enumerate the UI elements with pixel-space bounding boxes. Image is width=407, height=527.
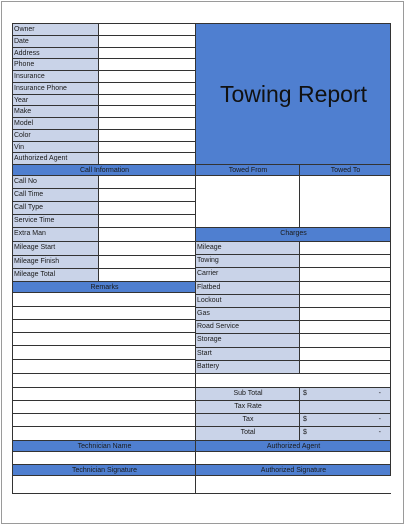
owner-field-label: Make: [13, 106, 99, 118]
owner-field-input[interactable]: [99, 83, 196, 95]
owner-field-input[interactable]: [99, 118, 196, 130]
remarks-line[interactable]: [13, 401, 196, 414]
call-field-label: Mileage Finish: [13, 256, 99, 269]
owner-field-input[interactable]: [99, 48, 196, 59]
call-field-input[interactable]: [99, 189, 196, 202]
call-field-label: Mileage Total: [13, 269, 99, 282]
totals-value[interactable]: [300, 414, 391, 427]
charge-item-input[interactable]: [300, 242, 391, 255]
owner-field-input[interactable]: [99, 95, 196, 106]
charge-item-label: Carrier: [196, 268, 300, 282]
amount-dash: -: [378, 390, 381, 397]
owner-field-label: Owner: [13, 24, 99, 36]
remarks-line[interactable]: [13, 388, 196, 401]
call-field-input[interactable]: [99, 202, 196, 215]
call-field-label: Extra Man: [13, 228, 99, 242]
currency-symbol: $: [303, 390, 307, 397]
technician-name-field[interactable]: [13, 452, 196, 465]
charges-blank-row: [196, 374, 391, 388]
totals-value[interactable]: [300, 427, 391, 441]
amount-dash: -: [378, 416, 381, 423]
owner-field-label: Year: [13, 95, 99, 106]
owner-field-label: Insurance Phone: [13, 83, 99, 95]
call-field-label: Call Type: [13, 202, 99, 215]
call-field-input[interactable]: [99, 256, 196, 269]
charge-item-label: Gas: [196, 308, 300, 321]
remarks-line[interactable]: [13, 374, 196, 388]
totals-value[interactable]: [300, 388, 391, 401]
call-field-label: Service Time: [13, 215, 99, 228]
technician-name-header: Technician Name: [13, 441, 196, 452]
towed-to-field[interactable]: [300, 176, 391, 228]
call-field-input[interactable]: [99, 215, 196, 228]
towed-to-header: Towed To: [300, 165, 391, 176]
owner-field-input[interactable]: [99, 71, 196, 83]
title-box: [196, 24, 391, 165]
call-field-label: Call Time: [13, 189, 99, 202]
remarks-line[interactable]: [13, 427, 196, 441]
call-field-input[interactable]: [99, 242, 196, 256]
technician-signature-field[interactable]: [13, 476, 196, 493]
owner-field-label: Color: [13, 130, 99, 142]
owner-field-input[interactable]: [99, 153, 196, 165]
owner-field-input[interactable]: [99, 130, 196, 142]
charge-item-label: Flatbed: [196, 282, 300, 295]
remarks-line[interactable]: [13, 360, 196, 374]
owner-field-label: Address: [13, 48, 99, 59]
owner-field-label: Insurance: [13, 71, 99, 83]
call-field-label: Mileage Start: [13, 242, 99, 256]
call-field-input[interactable]: [99, 176, 196, 189]
totals-label: Total: [196, 427, 300, 441]
charge-item-input[interactable]: [300, 282, 391, 295]
owner-field-input[interactable]: [99, 142, 196, 153]
call-field-input[interactable]: [99, 228, 196, 242]
report-title: Towing Report: [219, 80, 368, 107]
totals-label: Tax: [196, 414, 300, 427]
owner-field-label: Vin: [13, 142, 99, 153]
remarks-line[interactable]: [13, 414, 196, 427]
charge-item-label: Start: [196, 348, 300, 361]
call-field-input[interactable]: [99, 269, 196, 282]
towed-from-field[interactable]: [196, 176, 300, 228]
totals-label: Sub Total: [196, 388, 300, 401]
charge-item-label: Battery: [196, 361, 300, 374]
towing-report-form: [12, 23, 391, 494]
call-field-label: Call No: [13, 176, 99, 189]
charge-item-input[interactable]: [300, 295, 391, 308]
charge-item-label: Storage: [196, 334, 300, 348]
currency-symbol: $: [303, 429, 307, 436]
remarks-header: Remarks: [13, 282, 196, 293]
remarks-line[interactable]: [13, 307, 196, 320]
charge-item-input[interactable]: [300, 255, 391, 268]
totals-label: Tax Rate: [196, 401, 300, 414]
charge-item-label: Road Service: [196, 321, 300, 334]
charge-item-input[interactable]: [300, 334, 391, 348]
owner-field-input[interactable]: [99, 24, 196, 36]
owner-field-label: Authorized Agent: [13, 153, 99, 165]
remarks-line[interactable]: [13, 333, 196, 346]
charges-header: Charges: [196, 228, 391, 242]
charge-item-input[interactable]: [300, 268, 391, 282]
charge-item-input[interactable]: [300, 321, 391, 334]
authorized-agent-field[interactable]: [196, 452, 391, 465]
charge-item-input[interactable]: [300, 308, 391, 321]
charge-item-input[interactable]: [300, 361, 391, 374]
charge-item-label: Lockout: [196, 295, 300, 308]
owner-field-label: Model: [13, 118, 99, 130]
owner-field-input[interactable]: [99, 59, 196, 71]
call-information-header: Call Information: [13, 165, 196, 176]
remarks-line[interactable]: [13, 320, 196, 333]
charge-item-input[interactable]: [300, 348, 391, 361]
owner-field-input[interactable]: [99, 106, 196, 118]
owner-field-label: Phone: [13, 59, 99, 71]
towed-from-header: Towed From: [196, 165, 300, 176]
remarks-line[interactable]: [13, 346, 196, 360]
totals-value[interactable]: [300, 401, 391, 414]
authorized-signature-header: Authorized Signature: [196, 465, 391, 476]
remarks-line[interactable]: [13, 293, 196, 307]
authorized-agent-header: Authorized Agent: [196, 441, 391, 452]
currency-symbol: $: [303, 416, 307, 423]
technician-signature-header: Technician Signature: [13, 465, 196, 476]
amount-dash: -: [378, 429, 381, 436]
owner-field-label: Date: [13, 36, 99, 48]
owner-field-input[interactable]: [99, 36, 196, 48]
charge-item-label: Mileage: [196, 242, 300, 255]
authorized-signature-field[interactable]: [196, 476, 391, 493]
charge-item-label: Towing: [196, 255, 300, 268]
